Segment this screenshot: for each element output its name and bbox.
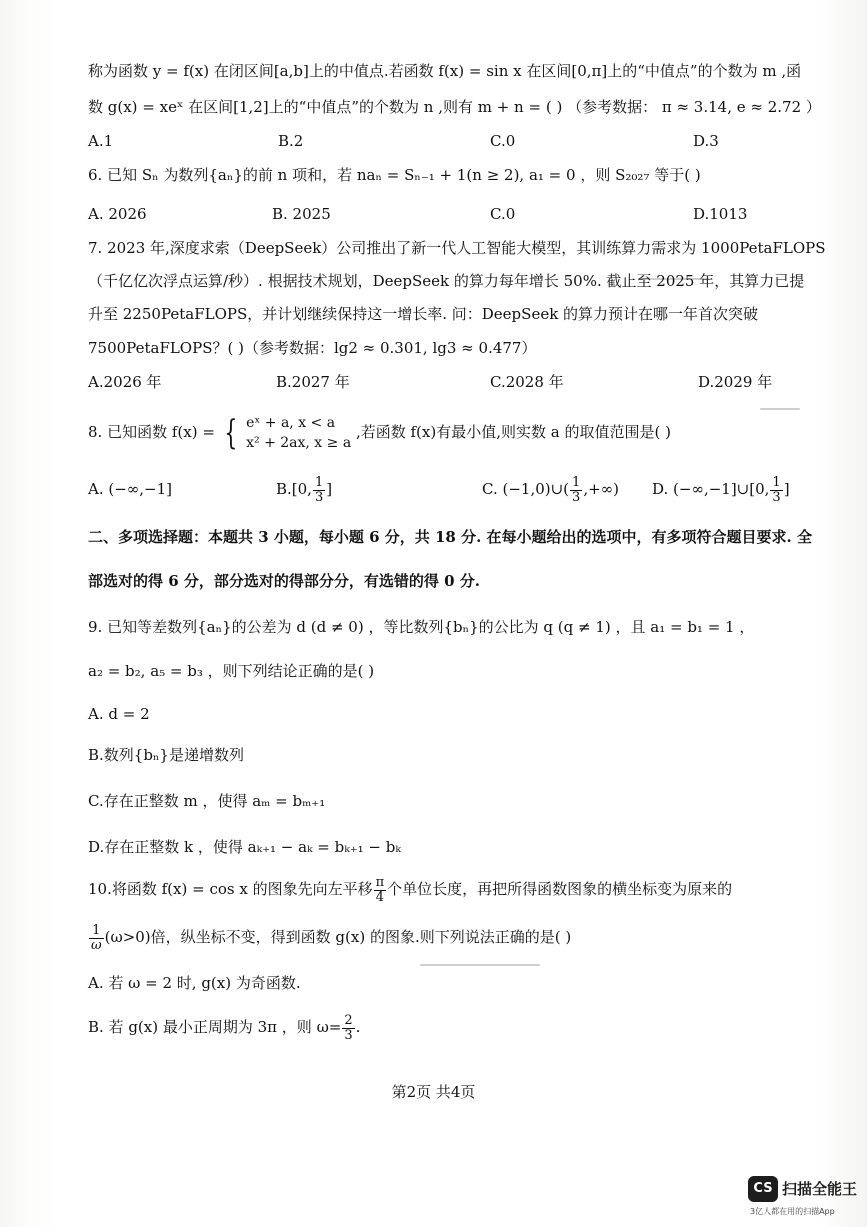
q10-line-2 [88, 918, 571, 956]
q9-option-c: C.存在正整数 m ，使得 aₘ = bₘ₊₁ [88, 792, 326, 810]
q8-option-c [482, 470, 619, 508]
q10-option-b-fraction [342, 1014, 354, 1043]
fraction-denominator: 3 [772, 489, 781, 505]
q10-line-2-post: (ω>0)倍，纵坐标不变，得到函数 g(x) 的图象.则下列说法正确的是( ) [104, 928, 572, 946]
fraction-denominator: 3 [572, 489, 581, 505]
q8-option-d-post: ] [783, 480, 790, 498]
intro-option-d: D.3 [693, 132, 719, 150]
q6-option-d: D.1013 [693, 205, 748, 223]
fraction-denominator: ω [91, 937, 102, 953]
intro-line-2: 数 g(x) = xeˣ 在区间[1,2]上的“中值点”的个数为 n ,则有 m + n = ( ) （参考数据： π ≈ 3.14, e ≈ 2.72 ） [88, 98, 821, 116]
q8-prefix: 8. 已知函数 f(x) = [88, 423, 215, 441]
q10-option-b [88, 1008, 360, 1046]
section2-line-1: 二、多项选择题：本题共 3 小题，每小题 6 分，共 18 分. 在每小题给出的选项中，有多项符合题目要求. 全 [88, 528, 812, 546]
q9-option-b: B.数列{bₙ}是递增数列 [88, 746, 244, 764]
q8-stem [88, 410, 671, 454]
q9-line-1: 9. 已知等差数列{aₙ}的公差为 d (d ≠ 0) ，等比数列{bₙ}的公比为 q (q ≠ 1) ，且 a₁ = b₁ = 1 ， [88, 618, 755, 636]
fraction-numerator: π [375, 874, 385, 890]
q7-line-4: 7500PetaFLOPS？( )（参考数据：lg2 ≈ 0.301, lg3 ≈ 0.477） [88, 339, 537, 357]
q10-scale-fraction [89, 924, 104, 953]
q8-option-d [652, 470, 790, 508]
intro-option-a: A.1 [88, 132, 114, 150]
q7-option-a: A.2026 年 [88, 373, 162, 391]
q10-line-1-pre: 10.将函数 f(x) = cos x 的图象先向左平移 [88, 880, 373, 898]
scan-speck [420, 964, 540, 966]
fraction-numerator: 1 [314, 474, 324, 490]
q8-option-b-post: ] [326, 480, 333, 498]
q8-option-b-pre: B.[0, [276, 480, 312, 498]
q8-option-a: A. (−∞,−1] [88, 480, 173, 498]
q8-option-c-pre: C. (−1,0)∪( [482, 480, 570, 498]
q8-option-c-post: ,+∞) [583, 480, 619, 498]
q8-case-2: x² + 2ax, x ≥ a [246, 435, 352, 451]
q7-line-3: 升至 2250PetaFLOPS，并计划继续保持这一增长率. 问：DeepSeek 的算力预计在哪一年首次突破 [88, 305, 759, 323]
intro-option-b: B.2 [278, 132, 304, 150]
q8-cases [246, 413, 351, 453]
scanner-watermark [748, 1176, 863, 1222]
q8-option-b-fraction [313, 476, 325, 505]
intro-option-c: C.0 [490, 132, 516, 150]
q9-option-a: A. d = 2 [88, 705, 150, 723]
q7-line-2: （千亿亿次浮点运算/秒）. 根据技术规划，DeepSeek 的算力每年增长 50%. 截止至 2025 年，其算力已提 [88, 272, 805, 290]
q8-option-d-pre: D. (−∞,−1]∪[0, [652, 480, 770, 498]
q8-case-1: eˣ + a, x < a [246, 415, 336, 431]
watermark-tagline: 3亿人都在用的扫描App [750, 1207, 835, 1216]
q8-option-c-fraction [570, 476, 582, 505]
fraction-denominator: 3 [344, 1027, 353, 1043]
camscanner-logo-icon: CS [748, 1176, 778, 1202]
fraction-numerator: 1 [572, 474, 581, 490]
q9-option-d: D.存在正整数 k ，使得 aₖ₊₁ − aₖ = bₖ₊₁ − bₖ [88, 838, 401, 856]
q8-suffix: ,若函数 f(x)有最小值,则实数 a 的取值范围是( ) [355, 423, 671, 441]
q10-line-1 [88, 870, 732, 908]
section2-line-2: 部选对的得 6 分，部分选对的得部分分，有选错的得 0 分. [88, 572, 480, 590]
q7-option-d: D.2029 年 [698, 373, 773, 391]
q6-stem: 6. 已知 Sₙ 为数列{aₙ}的前 n 项和，若 naₙ = Sₙ₋₁ + 1(n ≥ 2), a₁ = 0 ，则 S₂₀₂₇ 等于( ) [88, 166, 701, 184]
q8-brace: { [224, 413, 237, 453]
q8-option-b [276, 470, 332, 508]
fraction-numerator: 1 [89, 924, 104, 939]
q10-option-b-pre: B. 若 g(x) 最小正周期为 3π ，则 ω= [88, 1018, 342, 1036]
q7-line-1: 7. 2023 年,深度求索（DeepSeek）公司推出了新一代人工智能大模型，其训练算力需求为 1000PetaFLOPS [88, 239, 826, 257]
q10-option-a: A. 若 ω = 2 时, g(x) 为奇函数. [88, 974, 301, 992]
q6-option-c: C.0 [490, 205, 516, 223]
q9-line-2: a₂ = b₂, a₅ = b₃ ，则下列结论正确的是( ) [88, 662, 375, 680]
q7-option-c: C.2028 年 [490, 373, 564, 391]
fraction-denominator: 4 [375, 889, 384, 905]
q8-option-d-fraction [770, 476, 782, 505]
fraction-numerator: 2 [344, 1012, 353, 1028]
q10-shift-fraction [374, 876, 387, 905]
q6-option-a: A. 2026 [88, 205, 147, 223]
fraction-denominator: 3 [314, 489, 324, 505]
page-footer: 第2页 共4页 [391, 1083, 476, 1101]
q10-line-1-post: 个单位长度，再把所得函数图象的横坐标变为原来的 [387, 880, 733, 898]
q6-option-b: B. 2025 [272, 205, 331, 223]
q10-option-b-post: . [355, 1018, 361, 1036]
scan-speck [760, 408, 800, 410]
watermark-name: 扫描全能王 [782, 1180, 858, 1198]
fraction-numerator: 1 [772, 474, 781, 490]
intro-line-1: 称为函数 y = f(x) 在闭区间[a,b]上的中值点.若函数 f(x) = sin x 在区间[0,π]上的“中值点”的个数为 m ,函 [88, 62, 802, 80]
q7-option-b: B.2027 年 [276, 373, 350, 391]
